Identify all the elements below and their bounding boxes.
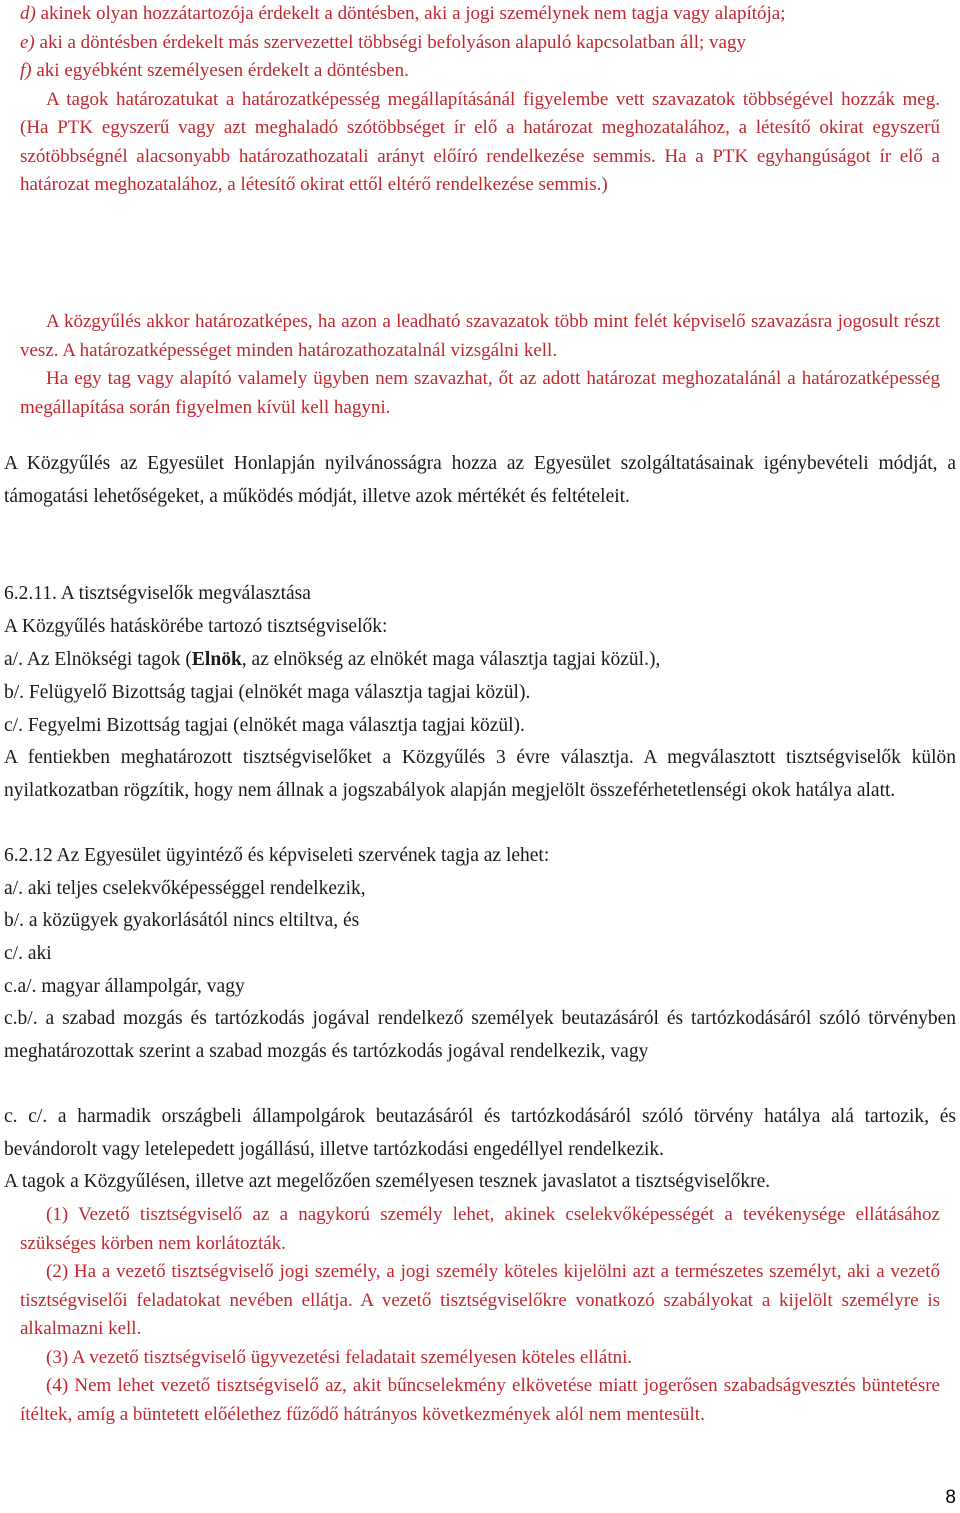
officer-item-b: b/. Felügyelő Bizottság tagjai (elnökét maga választja tagjai közül). bbox=[4, 682, 531, 703]
page-number: 8 bbox=[945, 1487, 956, 1508]
eligibility-item-b: b/. a közügyek gyakorlásától nincs eltiltva, és bbox=[4, 910, 360, 931]
officer-item-a-suffix: , az elnökség az elnökét maga választja tagjai közül.), bbox=[241, 649, 661, 670]
section-6-2-12-heading: 6.2.12 Az Egyesület ügyintéző és képviseleti szervének tagja az lehet: bbox=[4, 845, 550, 866]
item-e-label: e) bbox=[20, 31, 35, 53]
item-d bbox=[20, 0, 940, 29]
top-red-block bbox=[20, 0, 940, 200]
quorum-block bbox=[20, 308, 940, 422]
voting-paragraph: A tagok határozatukat a határozatképesség megállapításánál figyelembe vett szavazatok többségével hozzák meg. (Ha PTK egyszerű vagy azt meghaladó szótöbbséget ír elő a határozat meghozatalához, a létesítő okirat egyszerű szótöbbségnél alacsonyabb határozathozatali arányt előíró rendelkezése semmis. Ha a PTK egyhangúságot ír elő a határozat meghozatalához, a létesítő okirat ettől eltérő rendelkezése semmis.) bbox=[20, 88, 940, 195]
rule-4: (4) Nem lehet vezető tisztségviselő az, akit bűncselekmény elkövetése miatt jogerősen szabadságvesztés büntetésre ítéltek, amíg a büntetett előélethez fűződő hátrányos következmények alól nem mentesült. bbox=[20, 1375, 940, 1425]
item-e bbox=[20, 29, 940, 58]
eligibility-item-c: c/. aki bbox=[4, 943, 52, 964]
officer-item-a-bold: Elnök bbox=[191, 649, 242, 670]
item-f bbox=[20, 57, 940, 86]
eligibility-item-ca: c.a/. magyar állampolgár, vagy bbox=[4, 976, 245, 997]
section-6-2-11-heading: 6.2.11. A tisztségviselők megválasztása bbox=[4, 583, 311, 604]
eligibility-item-cc: c. c/. a harmadik országbeli állampolgárok beutazásáról és tartózkodásáról szóló törvény hatálya alá tartozik, és bevándorolt vagy letelepedett jogállású, illetve tartózkodási engedéllyel rendelkezik. bbox=[4, 1106, 956, 1160]
item-d-text: akinek olyan hozzátartozója érdekelt a döntésben, aki a jogi személynek nem tagja vagy alapítója; bbox=[35, 3, 786, 24]
term-paragraph: A fentiekben meghatározott tisztségviselőket a Közgyűlés 3 évre választja. A megválasztott tisztségviselők külön nyilatkozatban rögzítik, hogy nem állnak a jogszabályok alapján megjelölt összeférhetetlenségi okok hatálya alatt. bbox=[4, 747, 956, 801]
eligibility-item-cb: c.b/. a szabad mozgás és tartózkodás jogával rendelkező személyek beutazásáról és tartózkodásáról szóló törvényben meghatározottak szerint a szabad mozgás és tartózkodás jogával rendelkezik, vagy bbox=[4, 1008, 956, 1062]
officer-item-a-prefix: a/. Az Elnökségi tagok ( bbox=[4, 649, 192, 670]
officer-item-a bbox=[4, 644, 956, 677]
exclusion-paragraph: Ha egy tag vagy alapító valamely ügyben nem szavazhat, őt az adott határozat meghozatalánál a határozatképesség megállapítása során figyelmen kívül kell hagyni. bbox=[20, 368, 940, 418]
eligibility-item-a: a/. aki teljes cselekvőképességgel rendelkezik, bbox=[4, 878, 366, 899]
item-d-label: d) bbox=[20, 3, 36, 24]
quorum-paragraph: A közgyűlés akkor határozatképes, ha azon a leadható szavazatok több mint felét képviselő szavazásra jogosult részt vesz. A határozatképességet minden határozathozatalnál vizsgálni kell. bbox=[20, 311, 940, 361]
officer-item-c: c/. Fegyelmi Bizottság tagjai (elnökét maga választja tagjai közül). bbox=[4, 715, 525, 736]
rule-3: (3) A vezető tisztségviselő ügyvezetési feladatait személyesen köteles ellátni. bbox=[46, 1346, 633, 1368]
item-f-text: aki egyébként személyesen érdekelt a döntésben. bbox=[31, 60, 409, 81]
item-f-label: f) bbox=[20, 60, 32, 81]
bottom-red-block bbox=[20, 1201, 940, 1429]
officers-intro: A Közgyűlés hatáskörébe tartozó tisztségviselők: bbox=[4, 616, 388, 637]
rule-1: (1) Vezető tisztségviselő az a nagykorú személy lehet, akinek cselekvőképességét a tevékenysége ellátásához szükséges körben nem korlátozták. bbox=[20, 1204, 940, 1254]
proposal-sentence: A tagok a Közgyűlésen, illetve azt megelőzően személyesen tesznek javaslatot a tisztségviselőkre. bbox=[4, 1171, 771, 1192]
rule-2: (2) Ha a vezető tisztségviselő jogi személy, a jogi személy köteles kijelölni azt a természetes személyt, aki a vezető tisztségviselői feladatokat nevében ellátja. A vezető tisztségviselőkre vonatkozó szabályokat a kijelölt személyre is alkalmazni kell. bbox=[20, 1261, 940, 1339]
item-e-text: aki a döntésben érdekelt más szervezettel többségi befolyáson alapuló kapcsolatban áll; vagy bbox=[34, 31, 746, 53]
website-paragraph: A Közgyűlés az Egyesület Honlapján nyilvánosságra hozza az Egyesület szolgáltatásainak igénybevételi módját, a támogatási lehetőségeket, a működés módját, illetve azok mértékét és feltételeit. bbox=[4, 453, 956, 507]
